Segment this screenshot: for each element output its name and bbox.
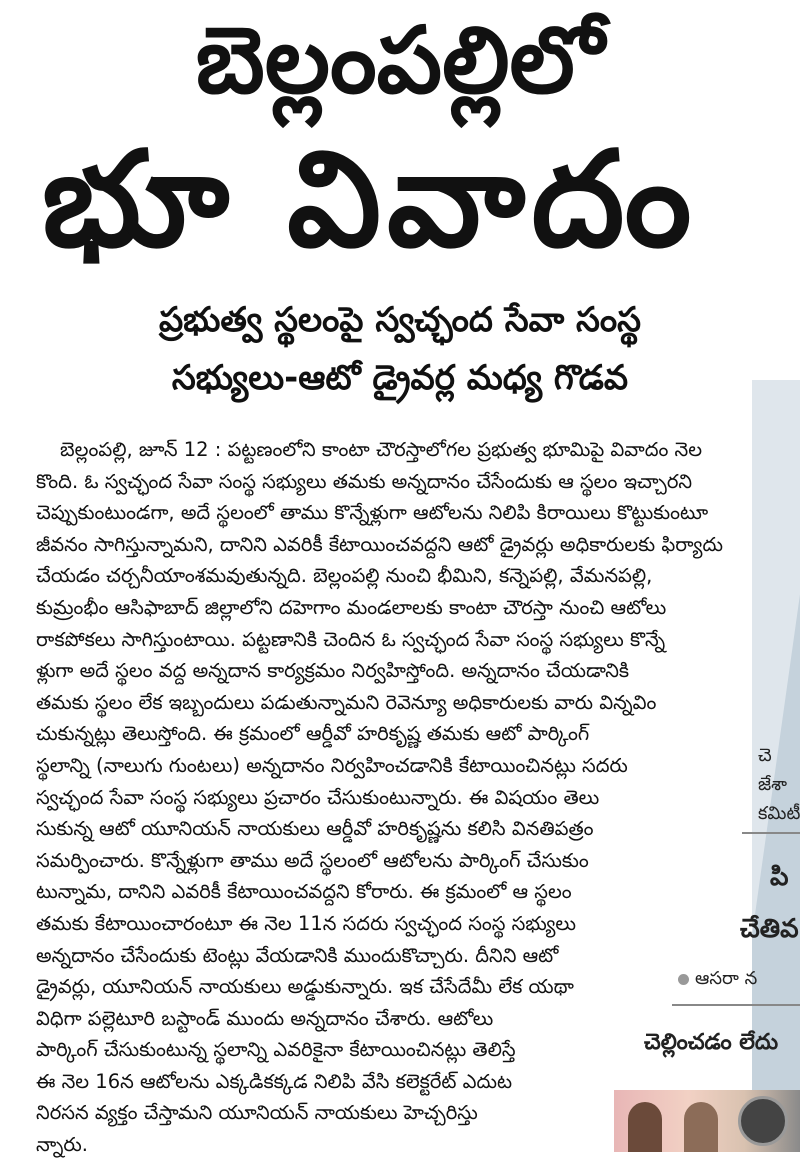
article-line: రాకపోకలు సాగిస్తుంటాయి. పట్టణానికి చెందిన ఓ స్వచ్ఛంద సేవా సంస్థ సభ్యులు కొన్నే (36, 627, 666, 651)
article-line: అన్నదానం చేసేందుకు టెంట్లు వేయడానికి ముందుకొచ్చారు. దీనిని ఆటో (36, 943, 559, 967)
subheadline-line-1: ప్రభుత్వ స్థలంపై స్వచ్ఛంద సేవా సంస్థ (158, 300, 642, 340)
photo-person (684, 1102, 718, 1152)
adjacent-headline-fragment: చెల్లించడం లేదు (644, 1030, 779, 1055)
bullet-icon (678, 974, 689, 985)
column-divider (672, 1004, 800, 1006)
adjacent-article-fragment: కమిటీ (758, 803, 800, 824)
adjacent-article-fragment: జేశా (758, 774, 788, 795)
adjacent-article-fragment: చె (758, 745, 772, 766)
subheadline-line-2: సభ్యులు-ఆటో డ్రైవర్ల మధ్య గొడవ (171, 358, 629, 398)
article-line: చుకున్నట్లు తెలుస్తోంది. ఈ క్రమంలో ఆర్డీవో హరికృష్ణ తమకు ఆటో పార్కింగ్ (36, 722, 590, 746)
article-line: టున్నామ, దానిని ఎవరికీ కేటాయించవద్దని కోరారు. ఈ క్రమంలో ఆ స్థలం (36, 880, 572, 904)
article-line: తమకు స్థలం లేక ఇబ్బందులు పడుతున్నామని రెవెన్యూ అధికారులకు వారు విన్నవిం (36, 690, 657, 714)
article-line: కొంది. ఓ స్వచ్ఛంద సేవా సంస్థ సభ్యులు తమకు అన్నదానం చేసేందుకు ఆ స్థలం ఇచ్చారని (36, 469, 693, 493)
article-line: సమర్పించారు. కొన్నేళ్లుగా తాము అదే స్థలంలో ఆటోలను పార్కింగ్ చేసుకుం (36, 848, 589, 872)
article-line: న్నారు. (36, 1133, 88, 1157)
adjacent-headline-fragment: పి (770, 862, 789, 892)
headline-line-1: బెల్లంపల్లిలో (195, 7, 605, 114)
article-line: స్వచ్ఛంద సేవా సంస్థ సభ్యులు ప్రచారం చేసుకుంటున్నారు. ఈ విషయం తెలు (36, 785, 600, 809)
article-line: విధిగా పల్లెటూరి బస్టాండ్ ముందు అన్నదానం చేశారు. ఆటోలు (36, 1006, 494, 1030)
adjacent-bullet-text: ఆసరా న (695, 968, 758, 989)
article-line: జీవనం సాగిస్తున్నామని, దానిని ఎవరికీ కేటాయించవద్దని ఆటో డ్రైవర్లు అధికారులకు ఫిర్యాదు (36, 532, 723, 556)
article-line: ఈ నెల 16న ఆటోలను ఎక్కడికక్కడ నిలిపి వేసి కలెక్టరేట్ ఎదుట (36, 1069, 513, 1093)
adjacent-headline-fragment: చేతివ (740, 914, 799, 944)
article-line: సుకున్న ఆటో యూనియన్ నాయకులు ఆర్డీవో హరికృష్ణను కలిసి వినతిపత్రం (36, 817, 594, 841)
article-line: నిరసన వ్యక్తం చేస్తామని యూనియన్ నాయకులు హెచ్చరిస్తు (36, 1101, 478, 1125)
article-line: పార్కింగ్ చేసుకుంటున్న స్థలాన్ని ఎవరికైనా కేటాయించినట్లు తెలిస్తే (36, 1038, 516, 1062)
adjacent-article-photo (614, 1090, 800, 1152)
article-line: కుమ్రంభీం ఆసిఫాబాద్ జిల్లాలోని దహెగాం మండలాలకు కాంటా చౌరస్తా నుంచి ఆటోలు (36, 595, 667, 619)
photo-person (628, 1102, 662, 1152)
adjacent-bullet-line (678, 968, 800, 993)
article-line: డ్రైవర్లు, యూనియన్ నాయకులు అడ్డుకున్నారు. ఇక చేసేదేమీ లేక యథా (36, 975, 574, 999)
article-line: ళ్లుగా అదే స్థలం వద్ద అన్నదాన కార్యక్రమం నిర్వహిస్తోంది. అన్నదానం చేయడానికి (36, 659, 630, 683)
photo-fan (738, 1096, 788, 1146)
article-line: చేయడం చర్చనీయాంశమవుతున్నది. బెల్లంపల్లి నుంచి భీమిని, కన్నెపల్లి, వేమనపల్లి, (36, 564, 653, 588)
article-line: తమకు కేటాయించారంటూ ఈ నెల 11న సదరు స్వచ్ఛంద సంస్థ సభ్యులు (36, 911, 577, 935)
article-body (36, 434, 746, 1161)
article-line: చెప్పుకుంటుండగా, అదే స్థలంలో తాము కొన్నేళ్లుగా ఆటోలను నిలిపి కిరాయిలు కొట్టుకుంటూ (36, 501, 709, 525)
article-line: బెల్లంపల్లి, జూన్ 12 : పట్టణంలోని కాంటా చౌరస్తాలోగల ప్రభుత్వ భూమిపై వివాదం నెల (60, 438, 703, 461)
headline-line-2: భూ వివాదం (42, 123, 698, 277)
article-line: స్థలాన్ని (నాలుగు గుంటలు) అన్నదానం నిర్వహించడానికి కేటాయించినట్లు సదరు (36, 753, 628, 777)
column-divider (742, 832, 800, 834)
